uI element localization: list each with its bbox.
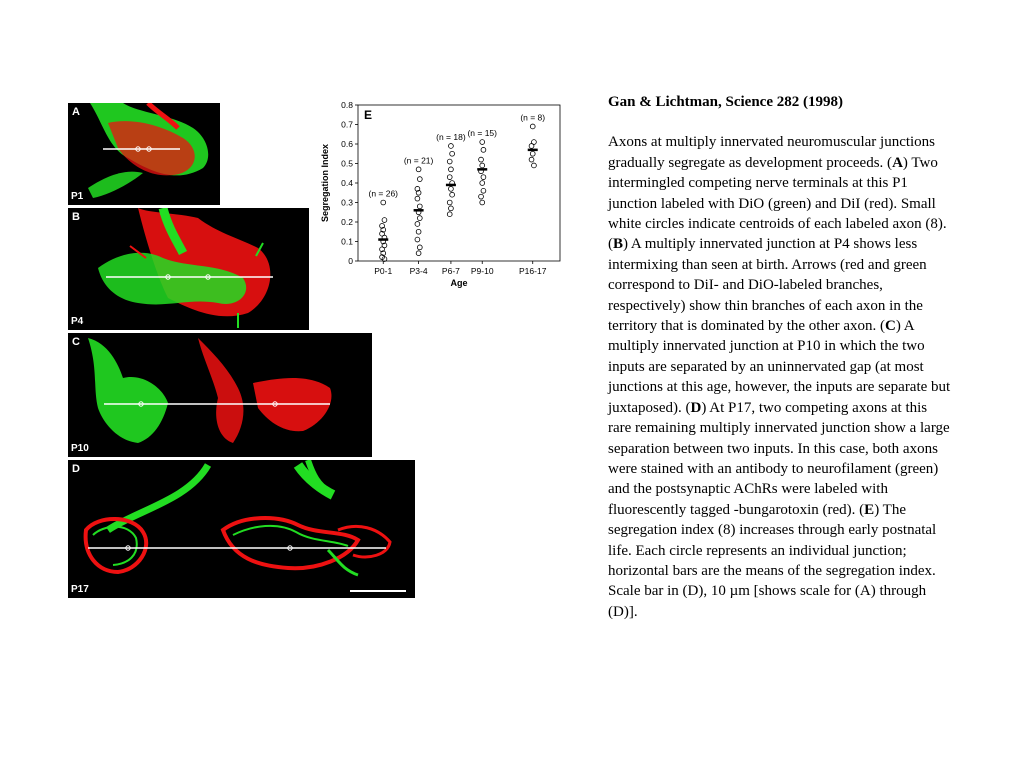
- panel-a-age: P1: [71, 191, 84, 202]
- y-tick-label: 0.5: [341, 158, 353, 169]
- data-point: [447, 212, 452, 217]
- data-point: [417, 216, 422, 221]
- data-point: [450, 151, 455, 156]
- data-point: [480, 163, 485, 168]
- data-point: [481, 175, 486, 180]
- data-point: [449, 167, 454, 172]
- y-tick-label: 0.8: [341, 100, 353, 110]
- data-point: [480, 200, 485, 205]
- data-point: [415, 222, 420, 227]
- caption-seg-3: ) A multiply innervated junction at P4 shows less intermixing than seen at birth. Arrows (red and green correspond to DiI- and DiO-labeled branches, respectively) show thin branches of each axon in the territory that is dominated by the other axon. (: [608, 236, 927, 335]
- panel-c-age: P10: [71, 443, 89, 454]
- panel-b-age: P4: [71, 316, 84, 327]
- n-annotation: (n = 15): [467, 128, 497, 139]
- data-point: [449, 186, 454, 191]
- n-annotation: (n = 8): [520, 112, 546, 123]
- micrograph-panel-a: [68, 103, 220, 205]
- n-annotation: (n = 21): [403, 155, 434, 166]
- panel-e-letter: E: [364, 108, 373, 122]
- data-point: [530, 124, 535, 129]
- panel-c-image: [68, 333, 372, 457]
- caption-bold-b: B: [613, 236, 624, 253]
- x-tick-label: P6-7: [441, 266, 460, 276]
- data-point: [447, 159, 452, 164]
- caption-seg-2: ) Two intermingled competing nerve terminals at this P1 junction labeled with DiO (green) and DiI (red). Small white circles indicate centroids of each labeled axon (8). (: [608, 154, 947, 253]
- data-point: [532, 163, 537, 168]
- y-tick-label: 0.3: [341, 197, 353, 208]
- panel-c-letter: C: [72, 336, 80, 348]
- panel-b-letter: B: [72, 211, 80, 223]
- panel-d-age: P17: [71, 584, 89, 595]
- data-point: [416, 167, 421, 172]
- panel-b-image: [68, 208, 309, 330]
- caption-body: [608, 132, 953, 622]
- panel-d-image: [68, 460, 415, 598]
- data-point: [381, 200, 386, 205]
- caption-bold-e: E: [864, 501, 875, 518]
- n-annotation: (n = 18): [436, 131, 466, 142]
- data-point: [447, 175, 452, 180]
- caption-seg-4: ) A multiply innervated junction at P10 in which the two inputs are separated by an uninnervated gap (at most junctions at this age, however, the inputs are separate but juxtaposed). (: [608, 318, 951, 416]
- plot-frame: [358, 105, 560, 261]
- data-point: [417, 177, 422, 182]
- caption-seg-1: Axons at multiply innervated neuromuscular junctions gradually segregate as development proceeds. (: [608, 134, 936, 171]
- data-point: [416, 251, 421, 256]
- caption-bold-a: A: [892, 154, 903, 171]
- caption-bold-c: C: [885, 318, 896, 335]
- micrograph-panel-c: [68, 333, 372, 457]
- y-tick-label: 0.7: [341, 119, 353, 130]
- data-point: [449, 144, 454, 149]
- y-axis-label: Segregation Index: [320, 143, 330, 223]
- data-point: [415, 196, 420, 201]
- caption-bold-d: D: [690, 399, 702, 416]
- caption-seg-5: ) At P17, two competing axons at this rare remaining multiply innervated junction show a large separation between two inputs. In this case, both axons were stained with an antibody to neurofilament (green) and the postsynaptic AChRs were labeled with fluorescently tagged -bungarotoxin (red). (: [608, 399, 950, 518]
- y-tick-label: 0: [348, 256, 353, 266]
- data-point: [479, 194, 484, 199]
- x-tick-label: P3-4: [409, 266, 428, 276]
- citation: Gan & Lichtman, Science 282 (1998): [608, 94, 843, 110]
- panel-a-letter: A: [72, 106, 80, 118]
- data-point: [382, 218, 387, 223]
- y-tick-label: 0.4: [341, 178, 353, 188]
- n-annotation: (n = 26): [368, 188, 399, 199]
- x-axis-label: Age: [450, 278, 468, 288]
- y-tick-label: 0.1: [341, 236, 353, 247]
- x-tick-label: P0-1: [374, 266, 393, 276]
- micrograph-panel-d: [68, 460, 415, 598]
- data-point: [416, 229, 421, 234]
- panel-a-image: [68, 103, 220, 205]
- data-point: [481, 147, 486, 152]
- y-tick-label: 0.2: [341, 217, 353, 227]
- micrograph-panel-b: [68, 208, 309, 330]
- data-point: [529, 157, 534, 162]
- data-point: [529, 144, 534, 149]
- data-point: [479, 157, 484, 162]
- data-point: [480, 140, 485, 145]
- data-point: [481, 188, 486, 193]
- caption-seg-6: ) The segregation index (8) increases through early postnatal life. Each circle represents an individual junction; horizontal bars are the means of the segregation index. Scale bar in (D), 10 µm [shows scale for (A) through (D)].: [608, 501, 937, 620]
- data-point: [449, 206, 454, 211]
- data-point: [417, 245, 422, 250]
- data-point: [450, 192, 455, 197]
- figure-caption: [608, 92, 953, 622]
- data-point: [417, 204, 422, 209]
- data-point: [447, 200, 452, 205]
- x-tick-label: P16-17: [519, 266, 547, 276]
- panel-d-letter: D: [72, 463, 80, 475]
- y-tick-label: 0.6: [341, 139, 353, 149]
- data-point: [415, 237, 420, 242]
- data-point: [480, 181, 485, 186]
- segregation-index-chart: [318, 98, 563, 290]
- data-point: [530, 151, 535, 156]
- x-tick-label: P9-10: [470, 266, 494, 276]
